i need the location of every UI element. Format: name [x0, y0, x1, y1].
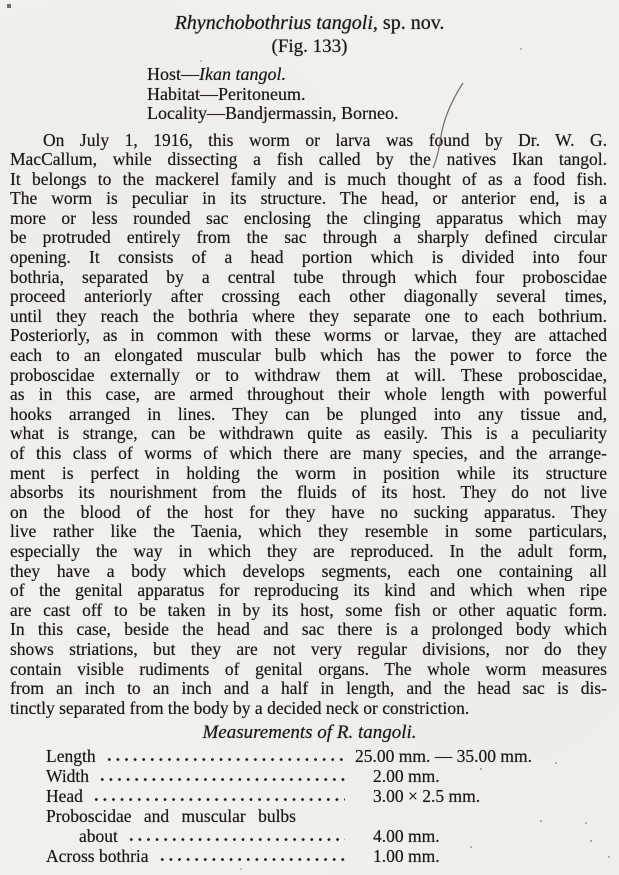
detail-locality-label: Locality—: [147, 103, 225, 123]
text-line: absorbs its nourishment from the fluids of its host. They do not live: [10, 483, 607, 503]
dot-leader: [158, 846, 345, 866]
text-line: are cast off to be taken in by its host, some fish or other aquatic form.: [10, 600, 607, 620]
measurement-value: 3.00 × 2.5 mm.: [373, 786, 481, 807]
text-line: hooks arranged in lines. They can be plunged into any tissue and,: [10, 404, 607, 424]
text-line: be protruded entirely from the sac through a sharply defined circular: [10, 228, 607, 248]
text-line: The worm is peculiar in its structure. The head, or anterior end, is a: [10, 189, 607, 209]
text-line: proboscidae externally or to withdraw them at will. These proboscidae,: [10, 365, 607, 385]
text-line: On July 1, 1916, this worm or larva was found by Dr. W. G.: [43, 130, 607, 150]
detail-habitat: [147, 85, 619, 105]
text-line: on the blood of the host for they have no sucking apparatus. They: [10, 502, 607, 522]
text-line: as in this case, are armed throughout their whole length with powerful: [10, 385, 607, 405]
detail-locality: [147, 104, 619, 124]
measurement-label: Proboscidae and muscular bulbs: [46, 806, 296, 827]
measurement-row-head: [46, 786, 605, 806]
figure-reference: (Fig. 133): [271, 36, 348, 57]
measurement-label: about: [79, 826, 118, 847]
text-line: proceed anteriorly after crossing each other diagonally several times,: [10, 287, 607, 307]
specimen-details: [147, 65, 619, 124]
text-line: shows striations, but they are not very regular divisions, nor do they: [10, 639, 607, 659]
text-line: of the genital apparatus for reproducing its kind and which when ripe: [10, 581, 607, 601]
text-line: each to an elongated muscular bulb which has the power to force the: [10, 346, 607, 366]
text-line: MacCallum, while dissecting a fish called by the natives Ikan tangol.: [10, 150, 607, 170]
dot-leader: [105, 746, 345, 766]
detail-habitat-value: Peritoneum.: [217, 83, 306, 104]
description-paragraph: [10, 131, 607, 719]
detail-host: [147, 65, 619, 85]
measurement-row-about: [46, 826, 605, 846]
text-line: more or less rounded sac enclosing the clinging apparatus which may: [10, 208, 607, 228]
measurement-value: 2.00 mm.: [373, 766, 440, 787]
dot-leader: [127, 826, 345, 846]
text-line: what is strange, can be withdrawn quite as easily. This is a peculiarity: [10, 424, 607, 444]
text-line: It belongs to the mackerel family and is much thought of as a food fish.: [10, 169, 607, 189]
measurement-row-proboscidae: [46, 806, 605, 826]
measurement-label: Head: [46, 786, 83, 807]
measurement-label: Width: [46, 766, 90, 787]
measurement-value: 25.00 mm. — 35.00 mm.: [355, 746, 532, 767]
measurements-heading: Measurements of R. tangoli.: [202, 722, 417, 744]
text-line: from an inch to an inch and a half in length, and the head sac is dis-: [10, 679, 607, 699]
species-title: [0, 10, 619, 36]
detail-host-value: Ikan tangol.: [199, 64, 287, 84]
detail-habitat-label: Habitat—: [147, 83, 218, 104]
text-line: Posteriorly, as in common with these worms or larvae, they are attached: [10, 326, 607, 346]
text-line: opening. It consists of a head portion which is divided into four: [10, 248, 607, 268]
species-name: Rhynchobothrius tangoli,: [174, 12, 378, 34]
detail-locality-value: Bandjermassin, Borneo.: [224, 103, 399, 123]
species-title-suffix: sp. nov.: [382, 12, 445, 34]
text-line: bothria, separated by a central tube through which four proboscidae: [10, 267, 607, 287]
dot-leader: [98, 766, 345, 786]
text-line: they have a body which develops segments, each one containing all: [10, 561, 607, 581]
text-line: especially the way in which they are reproduced. In the adult form,: [10, 541, 607, 561]
measurement-label: Length: [46, 746, 96, 767]
measurement-label: Across bothria: [46, 846, 149, 867]
text-line: contain visible rudiments of genital organs. The whole worm measures: [10, 659, 607, 679]
detail-host-label: Host—: [147, 64, 200, 84]
text-line: tinctly separated from the body by a decided neck or constriction.: [10, 698, 470, 718]
measurements-table: [46, 746, 605, 866]
dot-leader: [92, 786, 345, 806]
text-line: ment is perfect in holding the worm in position while its structure: [10, 463, 607, 483]
measurement-value: 1.00 mm.: [373, 846, 440, 867]
text-line: In this case, beside the head and sac there is a prolonged body which: [10, 620, 607, 640]
text-line: of this class of worms of which there are many species, and the arrange-: [10, 444, 607, 463]
measurement-value: 4.00 mm.: [373, 826, 440, 847]
measurement-row-width: [46, 766, 605, 786]
measurement-row-bothria: [46, 846, 605, 866]
measurement-row-length: [46, 746, 605, 766]
text-line: until they reach the bothria where they separate one to each bothrium.: [10, 306, 607, 326]
text-line: live rather like the Taenia, which they resemble in some particulars,: [10, 522, 607, 542]
dot-leader: [305, 806, 345, 826]
scan-noise-speckles: [0, 0, 2, 2]
